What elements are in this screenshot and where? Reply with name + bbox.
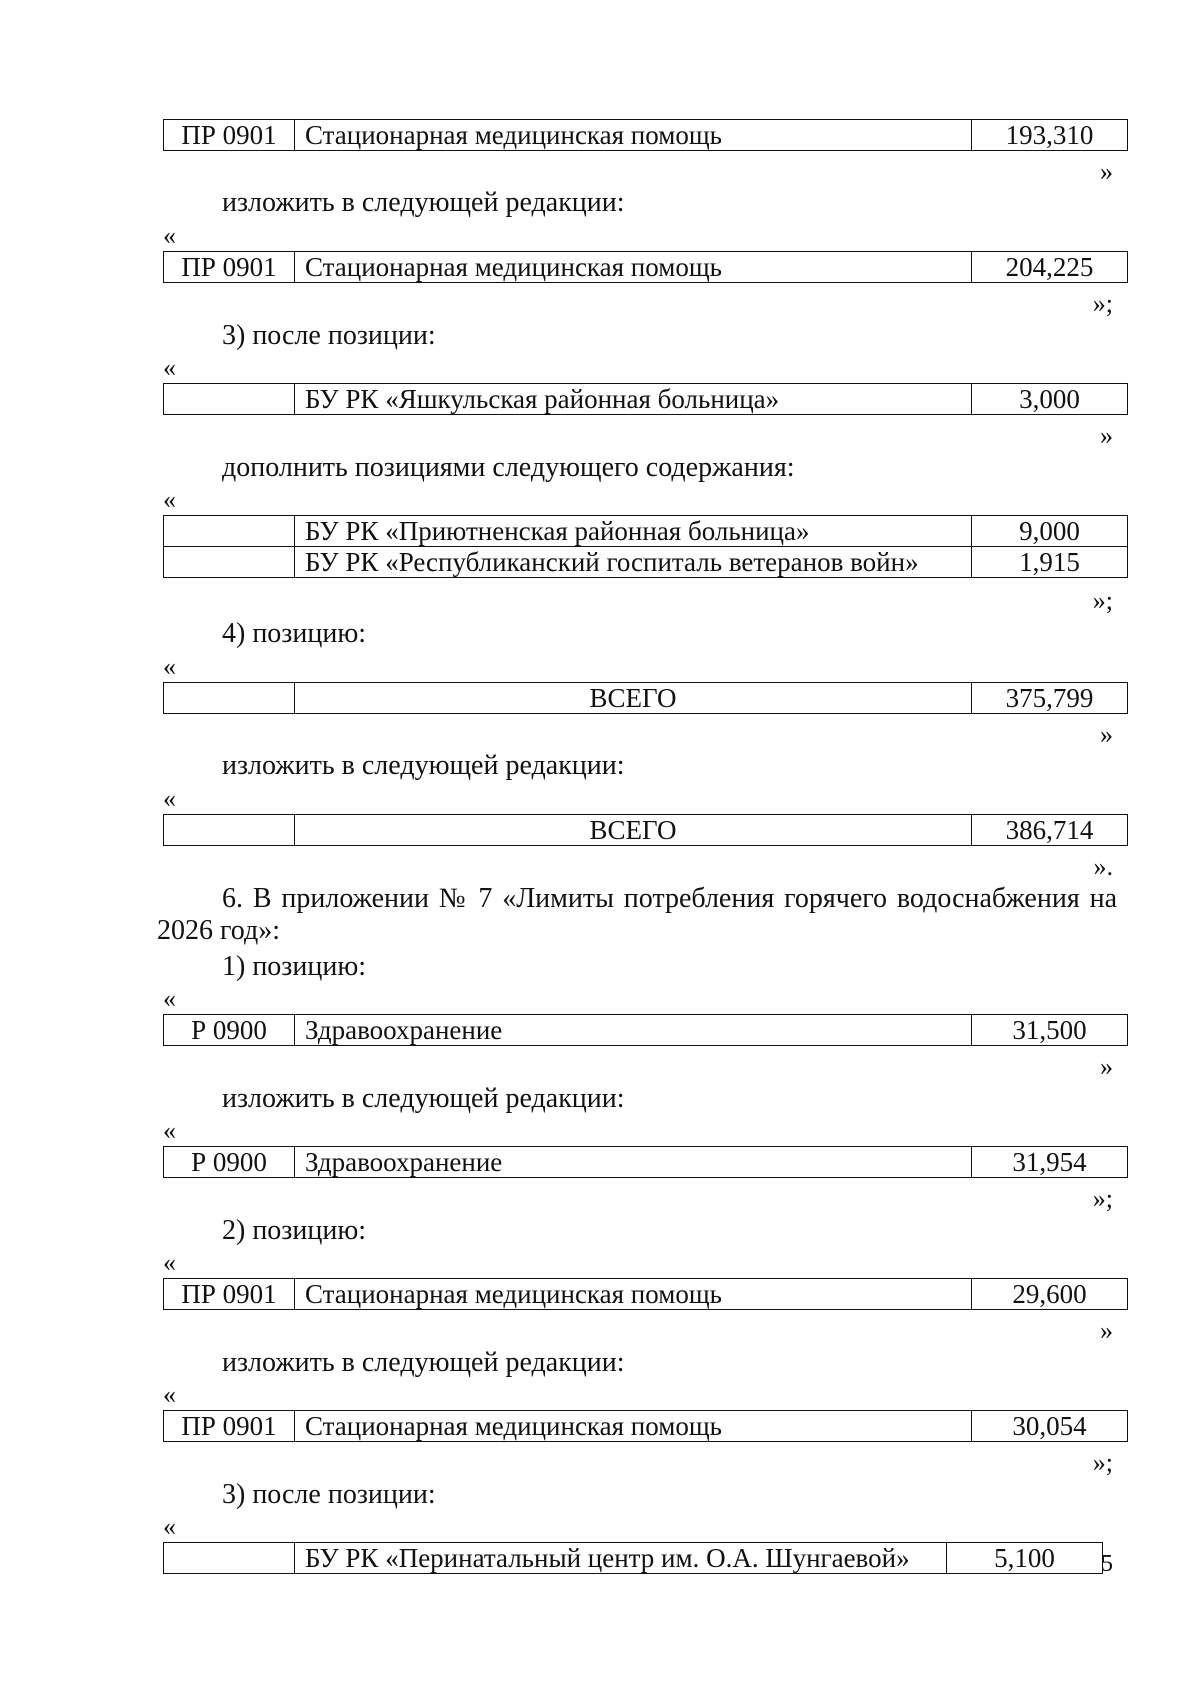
open-quote: « xyxy=(163,652,176,681)
table-row xyxy=(163,119,1128,151)
code-cell: Р 0900 xyxy=(164,1147,295,1178)
value-cell: 31,500 xyxy=(972,1015,1128,1046)
table-row xyxy=(163,383,1128,415)
name-cell: Здравоохранение xyxy=(295,1147,972,1178)
code-cell: ПР 0901 xyxy=(164,252,295,283)
code-cell xyxy=(164,815,295,846)
close-quote: ». xyxy=(1093,852,1113,881)
table-row xyxy=(163,1014,1128,1046)
open-quote: « xyxy=(163,1116,176,1145)
close-quote: »; xyxy=(1092,289,1113,318)
table-row xyxy=(163,682,1128,714)
value-cell: 29,600 xyxy=(972,1279,1128,1310)
close-quote: »; xyxy=(1092,1448,1113,1477)
code-cell xyxy=(164,547,295,578)
value-cell: 30,054 xyxy=(972,1411,1128,1442)
table-row xyxy=(163,251,1128,283)
code-cell xyxy=(164,516,295,547)
table-row xyxy=(163,1278,1128,1310)
open-quote: « xyxy=(163,784,176,813)
code-cell: Р 0900 xyxy=(164,1015,295,1046)
code-cell: ПР 0901 xyxy=(164,1411,295,1442)
value-cell: 375,799 xyxy=(972,683,1128,714)
name-cell: Стационарная медицинская помощь xyxy=(295,1411,972,1442)
open-quote: « xyxy=(163,485,176,514)
close-quote: »; xyxy=(1092,1184,1113,1213)
close-quote: » xyxy=(1100,157,1113,186)
name-cell: Здравоохранение xyxy=(295,1015,972,1046)
open-quote: « xyxy=(163,984,176,1013)
open-quote: « xyxy=(163,221,176,250)
paragraph-6: 6. В приложении № 7 «Лимиты потребления горячего водоснабжения на 2026 год»: xyxy=(157,883,1117,946)
name-cell: ВСЕГО xyxy=(295,815,972,846)
value-cell: 5,100 xyxy=(947,1543,1103,1574)
instruction-text: изложить в следующей редакции: xyxy=(222,1347,625,1378)
table-row xyxy=(164,547,1128,578)
close-quote: »; xyxy=(1092,586,1113,615)
value-cell: 9,000 xyxy=(972,516,1128,547)
instruction-text: изложить в следующей редакции: xyxy=(222,750,625,781)
code-cell xyxy=(164,1543,295,1574)
name-cell: БУ РК «Республиканский госпиталь ветеранов войн» xyxy=(295,547,972,578)
table-row xyxy=(163,814,1128,846)
table-row xyxy=(163,1146,1128,1178)
instruction-text: 3) после позиции: xyxy=(222,1479,436,1510)
name-cell: БУ РК «Перинатальный центр им. О.А. Шунгаевой» xyxy=(295,1543,947,1574)
close-quote: » xyxy=(1100,421,1113,450)
open-quote: « xyxy=(163,353,176,382)
code-cell: ПР 0901 xyxy=(164,1279,295,1310)
name-cell: Стационарная медицинская помощь xyxy=(295,120,972,151)
instruction-text: изложить в следующей редакции: xyxy=(222,187,625,218)
name-cell: ВСЕГО xyxy=(295,683,972,714)
name-cell: БУ РК «Приютненская районная больница» xyxy=(295,516,972,547)
name-cell: БУ РК «Яшкульская районная больница» xyxy=(295,384,972,415)
page-number: 5 xyxy=(1101,1551,1113,1577)
value-cell: 386,714 xyxy=(972,815,1128,846)
code-cell xyxy=(164,683,295,714)
instruction-text: изложить в следующей редакции: xyxy=(222,1083,625,1114)
data-table xyxy=(163,515,1128,578)
instruction-text: 4) позицию: xyxy=(222,618,367,649)
table-row xyxy=(163,1410,1128,1442)
value-cell: 31,954 xyxy=(972,1147,1128,1178)
code-cell xyxy=(164,384,295,415)
table-row xyxy=(163,1542,1103,1574)
open-quote: « xyxy=(163,1380,176,1409)
instruction-text: 2) позицию: xyxy=(222,1215,367,1246)
value-cell: 1,915 xyxy=(972,547,1128,578)
name-cell: Стационарная медицинская помощь xyxy=(295,1279,972,1310)
close-quote: » xyxy=(1100,720,1113,749)
close-quote: » xyxy=(1100,1316,1113,1345)
value-cell: 204,225 xyxy=(972,252,1128,283)
close-quote: » xyxy=(1100,1052,1113,1081)
name-cell: Стационарная медицинская помощь xyxy=(295,252,972,283)
instruction-text: 1) позицию: xyxy=(222,951,367,982)
code-cell: ПР 0901 xyxy=(164,120,295,151)
open-quote: « xyxy=(163,1512,176,1541)
table-row xyxy=(164,516,1128,547)
instruction-text: 3) после позиции: xyxy=(222,320,436,351)
open-quote: « xyxy=(163,1248,176,1277)
value-cell: 3,000 xyxy=(972,384,1128,415)
value-cell: 193,310 xyxy=(972,120,1128,151)
instruction-text: дополнить позициями следующего содержания: xyxy=(222,452,795,483)
